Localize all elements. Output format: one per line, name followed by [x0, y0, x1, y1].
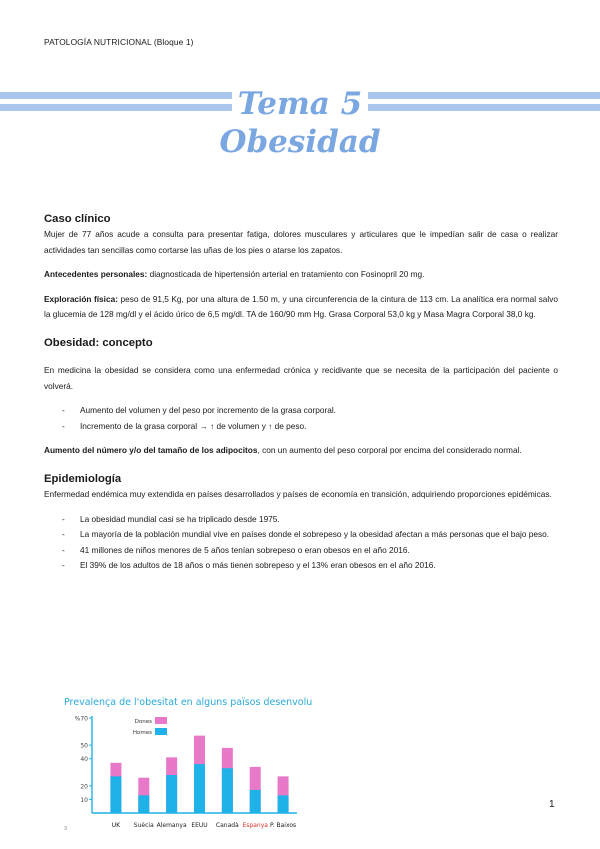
chart-svg — [62, 694, 312, 844]
antecedentes-label: Antecedentes personales: — [44, 269, 148, 280]
y-tick-label: 10 — [80, 796, 88, 804]
list-item: - Incremento de la grasa corporal → ↑ de volumen y ↑ de peso. — [62, 419, 558, 435]
y-tick-label: 40 — [80, 756, 88, 764]
list-item: - El 39% de los adultos de 18 años o más tienen sobrepeso y el 13% eran obesos en el año 2016. — [62, 558, 558, 574]
x-tick-label: Suècia — [133, 822, 154, 829]
y-tick-label: 20 — [80, 783, 88, 791]
epidemiologia-list — [44, 512, 558, 574]
bar-homes — [138, 795, 149, 813]
bar-homes — [250, 790, 261, 813]
concepto-list — [44, 403, 558, 434]
bar-homes — [278, 795, 289, 813]
x-tick-label: Alemanya — [156, 822, 187, 829]
epidemiologia-text: Enfermedad endémica muy extendida en países desarrollados y países de economía en transición, adquiriendo proporciones epidémicas. — [44, 488, 552, 499]
main-content — [44, 211, 558, 574]
x-tick-label: P. Baixos — [270, 822, 297, 829]
legend-swatch — [155, 728, 167, 735]
x-tick-label: EEUU — [191, 822, 208, 829]
running-header: PATOLOGÍA NUTRICIONAL (Bloque 1) — [44, 37, 194, 47]
bar-homes — [166, 775, 177, 813]
chapter-number: Tema 5 — [237, 86, 363, 122]
section-title-concepto: Obesidad: concepto — [44, 336, 153, 349]
title-banner — [0, 80, 600, 160]
concepto-text: En medicina la obesidad se considera como una enfermedad crónica y recidivante que se necesita de la participación del paciente o volverá. — [44, 364, 558, 391]
x-tick-label: Canadà — [215, 822, 239, 829]
caso-text: Mujer de 77 años acude a consulta para presentar fatiga, dolores musculares y articulares que le impedían salir de casa o realizar actividades tan sencillas como cortarse las uñas de los pies o atarse los zapatos. — [44, 229, 558, 255]
legend-label: Dones — [134, 719, 152, 725]
adipocitos-paragraph — [44, 443, 558, 459]
bar-homes — [194, 764, 205, 813]
list-item: - La obesidad mundial casi se ha triplicado desde 1975. — [62, 512, 558, 528]
exploracion-paragraph — [44, 292, 558, 323]
section-title-caso: Caso clínico — [44, 213, 111, 225]
exploracion-text: peso de 91,5 Kg, por una altura de 1.50 m, y una circunferencia de la cintura de 113 cm. La analítica era normal salvo la glucemia de 128 mg/dl y el ácido úrico de 6,5 mg/dl. TA de 160/90 mm Hg. Grasa Corporal 53,0 kg y Masa Magra Corporal 38,0 kg. — [44, 293, 558, 320]
antecedentes-paragraph — [44, 267, 558, 283]
title-banner-graphic — [0, 80, 600, 160]
x-tick-label: Espanya — [242, 822, 268, 829]
exploracion-label: Exploración física: — [44, 293, 118, 304]
legend-swatch — [155, 717, 167, 724]
legend-label: Homes — [132, 730, 152, 736]
obesity-prevalence-chart — [62, 694, 312, 844]
chapter-title: Obesidad — [219, 124, 381, 160]
bar-homes — [222, 768, 233, 813]
adipocitos-text: , con un aumento del peso corporal por encima del considerado normal. — [257, 445, 522, 456]
x-tick-label: UK — [111, 822, 121, 829]
page-number: 1 — [549, 799, 555, 810]
y-tick-label: 50 — [80, 742, 88, 750]
list-item: - Aumento del volumen y del peso por incremento de la grasa corporal. — [62, 403, 558, 419]
section-title-epidemiologia: Epidemiología — [44, 472, 122, 485]
chart-title: Prevalença de l'obesitat en alguns països desenvolupats — [64, 697, 312, 708]
list-item: - La mayoría de la población mundial vive en países donde el sobrepeso y la obesidad afectan a más personas que el bajo peso. — [62, 527, 558, 543]
list-item: - 41 millones de niños menores de 5 años tenían sobrepeso o eran obesos en el año 2016. — [62, 543, 558, 559]
y-tick-label: %70 — [74, 715, 88, 723]
footer-mark: 3 — [64, 826, 68, 832]
bar-homes — [110, 776, 121, 813]
adipocitos-label: Aumento del número y/o del tamaño de los adipocitos — [44, 445, 258, 456]
antecedentes-text: diagnosticada de hipertensión arterial en tratamiento con Fosinopril 20 mg. — [147, 269, 425, 280]
